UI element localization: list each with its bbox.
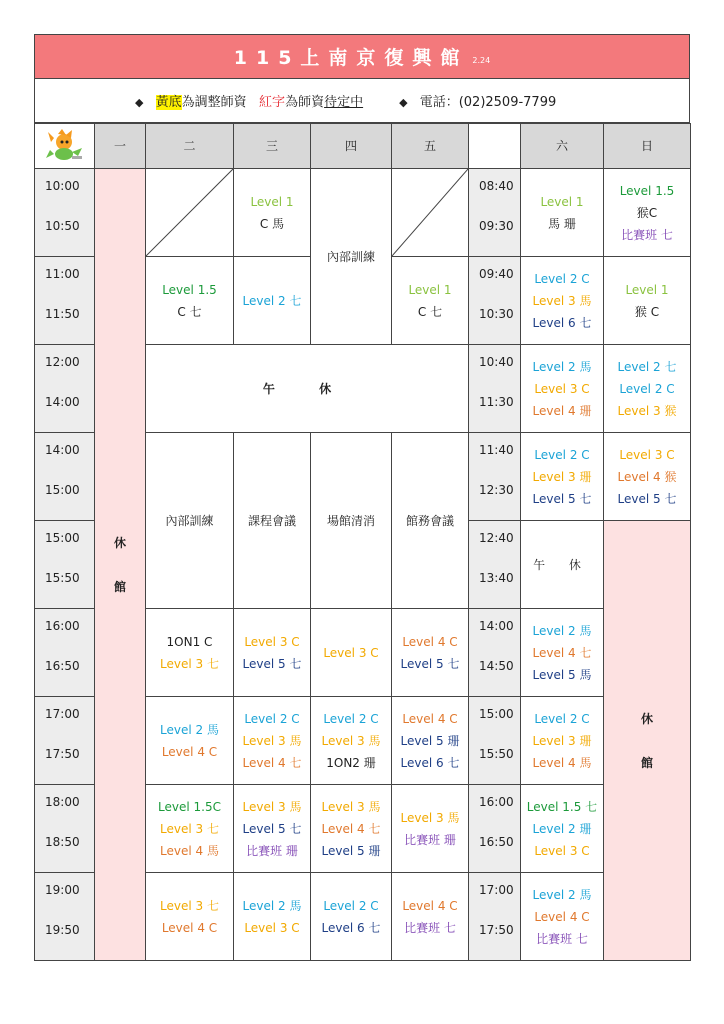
time-end: 18:50 <box>45 835 80 849</box>
class-entry: Level 5 七 <box>242 821 302 836</box>
class-entry: Level 3 C <box>534 843 590 858</box>
weekend-time <box>469 785 521 873</box>
time-start: 17:00 <box>479 883 514 897</box>
class-entry: Level 5 珊 <box>400 733 460 748</box>
class-entry: Level 5 馬 <box>532 667 592 682</box>
day-header-fri: 五 <box>392 124 469 169</box>
class-entry: Level 4 七 <box>321 821 381 836</box>
class-entry: C 七 <box>177 304 202 319</box>
time-start: 14:00 <box>45 443 80 457</box>
diamond-bullet-icon: ◆ <box>135 96 144 109</box>
class-entry: Level 1 <box>250 194 294 209</box>
mascot-cell <box>35 124 95 169</box>
tue-class <box>146 257 234 345</box>
weekday-time <box>35 257 95 345</box>
time-start: 15:00 <box>479 707 514 721</box>
sun-closed <box>604 521 691 961</box>
class-entry: 比賽班 七 <box>621 227 673 242</box>
class-entry: Level 1 <box>408 282 452 297</box>
time-start: 10:00 <box>45 179 80 193</box>
sat-class <box>521 697 604 785</box>
class-entry: Level 1.5 <box>162 282 217 297</box>
class-entry: Level 6 七 <box>400 755 460 770</box>
day-header-sun: 日 <box>604 124 691 169</box>
time-end: 11:30 <box>479 395 514 409</box>
sat-class <box>521 609 604 697</box>
class-entry: Level 2 C <box>619 381 675 396</box>
class-entry: 猴C <box>636 205 658 220</box>
class-entry: Level 3 C <box>244 920 300 935</box>
class-entry: Level 3 馬 <box>321 799 381 814</box>
sun-class <box>604 345 691 433</box>
time-end: 17:50 <box>45 747 80 761</box>
time-end: 10:30 <box>479 307 514 321</box>
weekend-time <box>469 257 521 345</box>
tue-class <box>146 609 234 697</box>
version-date: 2.24 <box>472 56 491 65</box>
class-entry: Level 2 馬 <box>242 898 302 913</box>
tue-meeting: 內部訓練 <box>146 433 234 609</box>
fri-class <box>392 609 469 697</box>
class-entry: Level 4 七 <box>532 645 592 660</box>
class-entry: Level 3 C <box>244 634 300 649</box>
schedule-sheet <box>34 34 690 964</box>
class-entry: Level 4 C <box>402 898 458 913</box>
time-start: 12:40 <box>479 531 514 545</box>
weekday-lunch: 午 休 <box>146 345 469 433</box>
legend-pending: 待定中 <box>324 95 364 110</box>
day-header-wed: 三 <box>234 124 311 169</box>
class-entry: Level 2 七 <box>617 359 677 374</box>
tue-class <box>146 785 234 873</box>
time-end: 09:30 <box>479 219 514 233</box>
weekend-time <box>469 697 521 785</box>
class-entry: Level 2 七 <box>242 293 302 308</box>
time-start: 16:00 <box>479 795 514 809</box>
time-start: 08:40 <box>479 179 514 193</box>
class-entry: Level 3 馬 <box>321 733 381 748</box>
thu-class <box>311 873 392 961</box>
class-entry: Level 4 猴 <box>617 469 677 484</box>
sat-class <box>521 873 604 961</box>
wed-class <box>234 873 311 961</box>
wed-class <box>234 169 311 257</box>
class-entry: Level 3 珊 <box>532 733 592 748</box>
fri-class <box>392 785 469 873</box>
class-entry: 比賽班 七 <box>536 931 588 946</box>
class-entry: Level 2 C <box>534 447 590 462</box>
time-end: 15:50 <box>45 571 80 585</box>
time-end: 15:50 <box>479 747 514 761</box>
class-entry: Level 5 七 <box>532 491 592 506</box>
time-start: 11:00 <box>45 267 80 281</box>
weekend-time <box>469 873 521 961</box>
time-row <box>35 169 691 257</box>
legend-red-text: 紅字 <box>259 95 286 110</box>
class-entry: Level 2 C <box>534 711 590 726</box>
class-entry: Level 3 馬 <box>532 293 592 308</box>
class-entry: Level 5 七 <box>242 656 302 671</box>
class-entry: 1ON1 C <box>166 634 213 649</box>
class-entry: Level 4 七 <box>242 755 302 770</box>
class-entry: 1ON2 珊 <box>326 755 376 770</box>
time-end: 12:30 <box>479 483 514 497</box>
class-entry: Level 2 C <box>534 271 590 286</box>
weekday-time <box>35 697 95 785</box>
class-entry: Level 2 馬 <box>532 623 592 638</box>
weekday-time <box>35 873 95 961</box>
class-entry: Level 3 馬 <box>242 733 302 748</box>
class-entry: Level 3 C <box>534 381 590 396</box>
wed-meeting: 課程會議 <box>234 433 311 609</box>
class-entry: Level 1 <box>540 194 584 209</box>
weekday-time <box>35 609 95 697</box>
time-end: 10:50 <box>45 219 80 233</box>
time-start: 15:00 <box>45 531 80 545</box>
wed-class <box>234 257 311 345</box>
class-entry: Level 3 七 <box>160 656 219 671</box>
time-end: 16:50 <box>479 835 514 849</box>
class-entry: Level 2 C <box>244 711 300 726</box>
tue-class <box>146 873 234 961</box>
fri-meeting: 館務會議 <box>392 433 469 609</box>
sat-class <box>521 433 604 521</box>
class-entry: Level 3 馬 <box>242 799 302 814</box>
class-entry: Level 2 C <box>323 711 379 726</box>
class-entry: Level 3 C <box>323 645 379 660</box>
time-end: 11:50 <box>45 307 80 321</box>
page-title: 115上南京復興館 <box>233 47 469 69</box>
class-entry: C 馬 <box>259 216 285 231</box>
wed-class <box>234 785 311 873</box>
time-start: 09:40 <box>479 267 514 281</box>
class-entry: 比賽班 珊 <box>404 832 456 847</box>
time-start: 11:40 <box>479 443 514 457</box>
title-bar <box>34 34 690 79</box>
weekday-time <box>35 785 95 873</box>
phone-number: 電話：(02)2509-7799 <box>419 95 557 110</box>
weekend-time <box>469 433 521 521</box>
time-start: 14:00 <box>479 619 514 633</box>
class-entry: Level 3 C <box>619 447 675 462</box>
thu-class <box>311 697 392 785</box>
class-entry: Level 4 C <box>534 909 590 924</box>
day-header-row <box>35 124 691 169</box>
day-header-sat: 六 <box>521 124 604 169</box>
time-start: 16:00 <box>45 619 80 633</box>
time-start: 12:00 <box>45 355 80 369</box>
sat-lunch: 午 休 <box>521 521 604 609</box>
class-entry: Level 1.5 七 <box>526 799 598 814</box>
tue-empty <box>146 169 234 257</box>
legend-bar <box>34 79 690 123</box>
fri-empty <box>392 169 469 257</box>
class-entry: Level 3 猴 <box>617 403 677 418</box>
time-end: 15:00 <box>45 483 80 497</box>
class-entry: Level 5 七 <box>617 491 677 506</box>
class-entry: 馬 珊 <box>548 216 576 231</box>
training-label: 內部訓練 <box>326 249 375 264</box>
day-header-tue: 二 <box>146 124 234 169</box>
time-start: 10:40 <box>479 355 514 369</box>
class-entry: Level 3 珊 <box>532 469 592 484</box>
weekend-time <box>469 521 521 609</box>
sun-class <box>604 433 691 521</box>
sat-class <box>521 345 604 433</box>
class-entry: Level 1.5 <box>619 183 675 198</box>
class-entry: Level 1 <box>625 282 669 297</box>
time-end: 16:50 <box>45 659 80 673</box>
class-entry: Level 4 馬 <box>160 843 219 858</box>
class-entry: 比賽班 珊 <box>246 843 298 858</box>
legend-red-suffix: 為師資 <box>285 95 325 110</box>
class-entry: Level 3 馬 <box>400 810 460 825</box>
class-entry: Level 2 馬 <box>532 887 592 902</box>
class-entry: Level 4 C <box>402 634 458 649</box>
fri-class <box>392 873 469 961</box>
closed-label: 休 <box>640 711 653 726</box>
time-start: 17:00 <box>45 707 80 721</box>
class-entry: Level 4 珊 <box>532 403 592 418</box>
sat-class <box>521 785 604 873</box>
weekend-time <box>469 609 521 697</box>
closed-label: 休 <box>113 535 126 550</box>
class-entry: Level 6 七 <box>321 920 381 935</box>
class-entry: Level 5 珊 <box>321 843 381 858</box>
class-entry: Level 2 馬 <box>160 722 219 737</box>
fri-class <box>392 697 469 785</box>
weekday-time <box>35 521 95 609</box>
class-entry: Level 3 七 <box>160 821 219 836</box>
thu-class <box>311 609 392 697</box>
time-end: 17:50 <box>479 923 514 937</box>
class-entry: 比賽班 七 <box>404 920 456 935</box>
wed-class <box>234 697 311 785</box>
class-entry: 猴 C <box>634 304 660 319</box>
sun-class <box>604 169 691 257</box>
class-entry: Level 4 馬 <box>532 755 592 770</box>
weekend-time <box>469 345 521 433</box>
class-entry: C 七 <box>417 304 443 319</box>
weekday-time <box>35 169 95 257</box>
weekend-time-header <box>469 124 521 169</box>
closed-label: 館 <box>640 755 653 770</box>
schedule-table <box>34 123 691 961</box>
class-entry: Level 2 珊 <box>532 821 592 836</box>
diamond-bullet-icon: ◆ <box>399 96 408 109</box>
time-end: 19:50 <box>45 923 80 937</box>
tue-class <box>146 697 234 785</box>
thu-training <box>311 169 392 345</box>
mascot-icon <box>42 128 88 164</box>
class-entry: Level 6 七 <box>532 315 592 330</box>
class-entry: Level 5 七 <box>400 656 460 671</box>
weekday-time <box>35 433 95 521</box>
class-entry: Level 1.5C <box>158 799 221 814</box>
class-entry: Level 2 馬 <box>532 359 592 374</box>
time-end: 14:50 <box>479 659 514 673</box>
time-start: 18:00 <box>45 795 80 809</box>
thu-meeting: 場館清消 <box>311 433 392 609</box>
class-entry: Level 4 C <box>161 744 218 759</box>
legend-yellow-text: 黃底 <box>155 95 182 110</box>
class-entry: Level 3 七 <box>160 898 219 913</box>
sun-class <box>604 257 691 345</box>
day-header-thu: 四 <box>311 124 392 169</box>
time-end: 13:40 <box>479 571 514 585</box>
time-start: 19:00 <box>45 883 80 897</box>
class-entry: Level 4 C <box>161 920 218 935</box>
class-entry: Level 4 C <box>402 711 458 726</box>
thu-class <box>311 785 392 873</box>
class-entry: Level 2 C <box>323 898 379 913</box>
fri-class <box>392 257 469 345</box>
weekend-time <box>469 169 521 257</box>
wed-class <box>234 609 311 697</box>
weekday-time <box>35 345 95 433</box>
legend-yellow-suffix: 為調整師資 <box>181 95 247 110</box>
day-header-mon: 一 <box>95 124 146 169</box>
time-end: 14:00 <box>45 395 80 409</box>
mon-closed <box>95 169 146 961</box>
sat-class <box>521 257 604 345</box>
closed-label: 館 <box>113 579 126 594</box>
sat-class <box>521 169 604 257</box>
